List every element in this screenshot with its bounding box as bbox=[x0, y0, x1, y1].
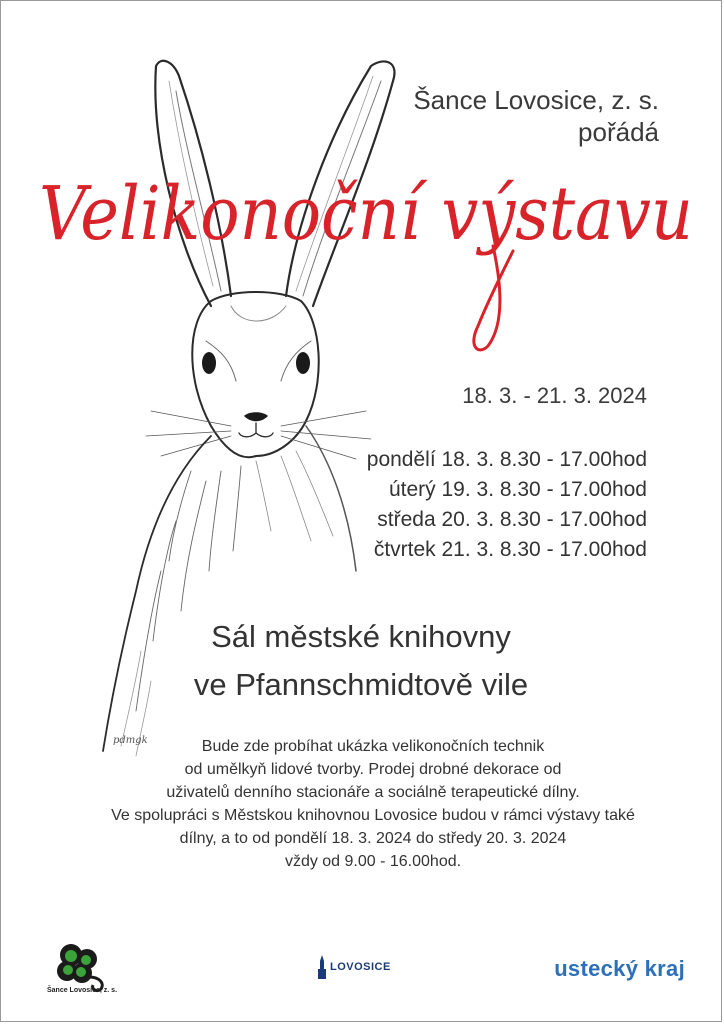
artist-signature: pdmgk bbox=[113, 735, 148, 746]
venue-line-1: Sál městské knihovny bbox=[211, 619, 511, 654]
sance-lovosice-logo-text: Šance Lovosice, z. s. bbox=[46, 987, 118, 994]
lovosice-logo-text: LOVOSICE bbox=[330, 961, 391, 973]
description-line: od umělkyň lidové tvorby. Prodej drobné dekorace od bbox=[184, 761, 562, 778]
exhibition-date-range: 18. 3. - 21. 3. 2024 bbox=[462, 383, 647, 408]
organizer-verb: pořádá bbox=[578, 117, 659, 147]
description-line: Ve spolupráci s Městskou knihovnou Lovosice budou v rámci výstavy také bbox=[111, 807, 635, 824]
description-line: Bude zde probíhat ukázka velikonočních technik bbox=[201, 738, 545, 755]
venue-line-2: ve Pfannschmidtově vile bbox=[193, 667, 529, 702]
schedule-day: středa 20. 3. 8.30 - 17.00hod bbox=[377, 508, 647, 531]
lovosice-logo bbox=[317, 955, 391, 979]
schedule-day: čtvrtek 21. 3. 8.30 - 17.00hod bbox=[373, 538, 647, 561]
description-line: vždy od 9.00 - 16.00hod. bbox=[284, 853, 462, 870]
exhibition-title-text: Velikonoční výstavu bbox=[39, 171, 693, 257]
venue bbox=[61, 613, 661, 709]
exhibition-title bbox=[33, 151, 713, 371]
description-line: dílny, a to od pondělí 18. 3. 2024 do středy 20. 3. 2024 bbox=[179, 830, 567, 847]
description-line: uživatelů denního stacionáře a sociálně terapeutické dílny. bbox=[166, 784, 580, 801]
opening-hours-list bbox=[367, 445, 647, 565]
schedule-day: úterý 19. 3. 8.30 - 17.00hod bbox=[388, 478, 647, 501]
schedule-day: pondělí 18. 3. 8.30 - 17.00hod bbox=[366, 448, 647, 471]
organizer-name: Šance Lovosice, z. s. bbox=[413, 85, 659, 115]
lovosice-tower-icon bbox=[317, 955, 327, 979]
event-description bbox=[53, 735, 693, 873]
ustecky-kraj-logo: ustecký kraj bbox=[554, 956, 685, 981]
